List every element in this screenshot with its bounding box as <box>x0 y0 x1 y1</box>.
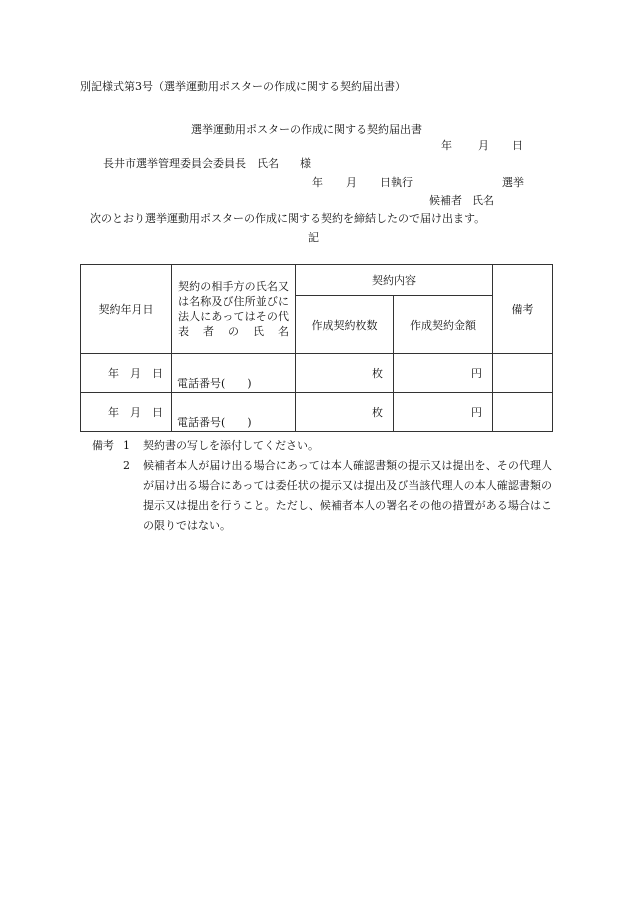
election-day: 日執行 <box>380 176 413 189</box>
ki-mark: 記 <box>308 231 319 244</box>
header-remarks: 備考 <box>493 265 553 354</box>
row-remarks <box>493 354 553 393</box>
addressee-text: 長井市選挙管理委員会委員長 氏名 <box>103 157 279 170</box>
row-amount: 円 <box>394 354 493 393</box>
candidate-label: 候補者 <box>429 194 462 207</box>
row-date: 年 月 日 <box>81 354 172 393</box>
note-number: 1 <box>123 439 130 452</box>
row-date: 年 月 日 <box>81 393 172 432</box>
note-number: 2 <box>123 459 130 472</box>
form-id: 別記様式第3号（選挙運動用ポスターの作成に関する契約届出書） <box>80 80 406 93</box>
table-row <box>81 393 553 432</box>
row-tel: 電話番号( ) <box>172 354 296 393</box>
notes-section <box>92 436 552 536</box>
row-remarks <box>493 393 553 432</box>
date-month: 月 <box>478 139 489 152</box>
document-title: 選挙運動用ポスターの作成に関する契約届出書 <box>191 123 422 136</box>
row-tel: 電話番号( ) <box>172 393 296 432</box>
header-party: 契約の相手方の氏名又は名称及び住所並びに法人にあってはその代表者の氏名 <box>172 265 296 354</box>
date-day: 日 <box>512 139 523 152</box>
election-month: 月 <box>346 176 357 189</box>
row-count: 枚 <box>296 393 394 432</box>
election-name: 選挙 <box>502 176 524 189</box>
addressee-honorific: 様 <box>300 157 311 170</box>
note-text: 候補者本人が届け出る場合にあっては本人確認書類の提示又は提出を、その代理人が届け出る場合にあっては委任状の提示又は提出及び当該代理人の本人確認書類の提示又は提出を行うこと。ただし、候補者本人の署名その他の措置がある場合はこの限りではない。 <box>143 459 552 532</box>
row-count: 枚 <box>296 354 394 393</box>
contract-table <box>80 264 553 432</box>
header-amount: 作成契約金額 <box>394 296 493 354</box>
note-item <box>92 436 552 456</box>
election-year: 年 <box>312 176 323 189</box>
date-year: 年 <box>441 139 452 152</box>
candidate-name-label: 氏名 <box>472 194 494 207</box>
header-count: 作成契約枚数 <box>296 296 394 354</box>
statement: 次のとおり選挙運動用ポスターの作成に関する契約を締結したので届け出ます。 <box>90 212 486 225</box>
header-date: 契約年月日 <box>81 265 172 354</box>
note-text: 契約書の写しを添付してください。 <box>143 439 319 452</box>
notes-label: 備考 <box>92 439 114 452</box>
note-item <box>123 456 552 536</box>
header-content: 契約内容 <box>296 265 493 296</box>
table-row <box>81 354 553 393</box>
row-amount: 円 <box>394 393 493 432</box>
